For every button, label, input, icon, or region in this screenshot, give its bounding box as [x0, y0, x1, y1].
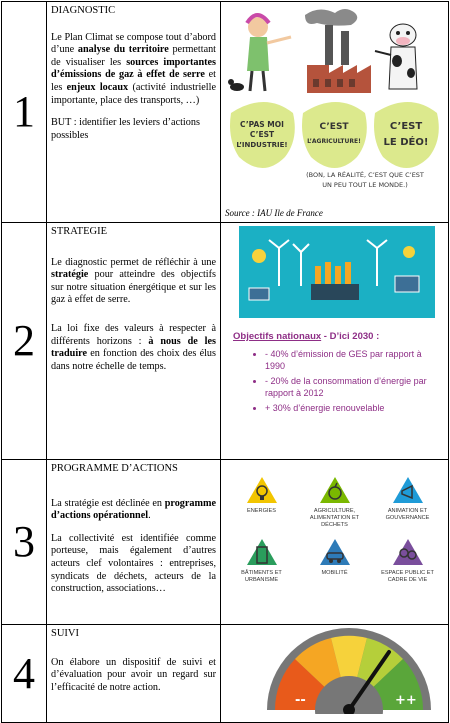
themes-cell: [221, 460, 449, 625]
lightbulb-icon: [245, 475, 279, 505]
goal-paragraph: BUT : identifier les leviers d’actions possibles: [51, 117, 200, 141]
car-icon: [318, 537, 352, 567]
objectives-title: Objectifs nationaux - D’ici 2030 :: [233, 331, 380, 342]
paragraph: La collectivité est identifiée comme porteuse, mais également d’autres acteurs clef volontaires : entreprises, syndicats de déchets, acteurs de la construction, associations…: [51, 532, 216, 595]
heading: PROGRAMME D’ACTIONS: [51, 463, 178, 474]
text-cell: [47, 2, 221, 223]
theme-mobilite: MOBILITÉ: [298, 537, 371, 584]
objectives-list: [225, 348, 444, 414]
paragraph: La stratégie est déclinée en programme d’actions opérationnel.: [51, 497, 216, 522]
svg-text:++: ++: [395, 693, 417, 708]
row-diagnostic: [2, 2, 449, 223]
svg-text:--: --: [295, 693, 306, 708]
apple-icon: [318, 475, 352, 505]
row-programme: [2, 460, 449, 625]
row-number: 3: [2, 460, 47, 625]
text-cell: [47, 625, 221, 723]
theme-energies: ENERGIES: [225, 475, 298, 529]
illustration-cell: [221, 2, 449, 223]
heading: DIAGNOSTIC: [51, 5, 116, 16]
svg-text:C’PAS MOI: C’PAS MOI: [240, 120, 284, 129]
text-cell: [47, 460, 221, 625]
svg-text:(BON, LA RÉALITÉ, C’EST QUE C’: (BON, LA RÉALITÉ, C’EST QUE C’EST: [306, 171, 424, 179]
svg-text:L’INDUSTRIE!: L’INDUSTRIE!: [236, 141, 288, 149]
svg-text:L’AGRICULTURE!: L’AGRICULTURE!: [307, 138, 361, 145]
text-cell: [47, 223, 221, 460]
list-item: • - 40% d’émission de GES par rapport à 1990: [265, 348, 444, 372]
energy-banner-illustration: [239, 226, 435, 318]
strategy-cell: [221, 223, 449, 460]
row-number: 1: [2, 2, 47, 223]
svg-text:C’EST: C’EST: [319, 122, 349, 132]
row-number: 2: [2, 223, 47, 460]
heading: SUIVI: [51, 628, 79, 639]
theme-espace-public: ESPACE PUBLIC ET CADRE DE VIE: [371, 537, 444, 584]
list-item: • - 20% de la consommation d’énergie par rapport à 2012: [265, 375, 444, 399]
svg-text:LE DÉO!: LE DÉO!: [383, 137, 429, 148]
building-icon: [245, 537, 279, 567]
gauge-cell: [221, 625, 449, 723]
theme-agriculture: AGRICULTURE, ALIMENTATION ET DÉCHETS: [298, 475, 371, 529]
svg-text:UN PEU TOUT LE MONDE.): UN PEU TOUT LE MONDE.): [322, 181, 408, 189]
cartoon-illustration: [225, 5, 450, 199]
paragraph: Le diagnostic permet de réfléchir à une stratégie pour atteindre des objectifs sur notre situation énergétique et sur les gaz à effet de serre.: [51, 256, 216, 306]
source-caption: Source : IAU Ile de France: [225, 208, 323, 218]
row-suivi: [2, 625, 449, 723]
themes-grid: [225, 463, 444, 584]
row-number: 4: [2, 625, 47, 723]
evaluation-gauge: [249, 628, 449, 714]
megaphone-icon: [391, 475, 425, 505]
heading: STRATEGIE: [51, 226, 107, 237]
theme-batiments: BÂTIMENTS ET URBANISME: [225, 537, 298, 584]
row-strategie: [2, 223, 449, 460]
paragraph: Le Plan Climat se compose tout d’abord d’une analyse du territoire permettant de visualiser les sources importantes d’émissions de gaz à effet de serre et les enjeux locaux (activité industrielle importante, place des transports, …): [51, 31, 217, 106]
paragraph: La loi fixe des valeurs à respecter à différents horizons : à nous de les traduire en fonction des choix des élus dans notre échelle de temps.: [51, 322, 216, 372]
list-item: • + 30% d’énergie renouvelable: [265, 402, 444, 414]
svg-text:C’EST: C’EST: [249, 130, 275, 139]
trees-icon: [391, 537, 425, 567]
paragraph: On élabore un dispositif de suivi et d’évaluation pour avoir un regard sur l’efficacité de notre action.: [51, 656, 216, 693]
theme-animation: ANIMATION ET GOUVERNANCE: [371, 475, 444, 529]
plan-climat-table: [1, 1, 449, 723]
svg-text:C’EST: C’EST: [389, 121, 423, 132]
